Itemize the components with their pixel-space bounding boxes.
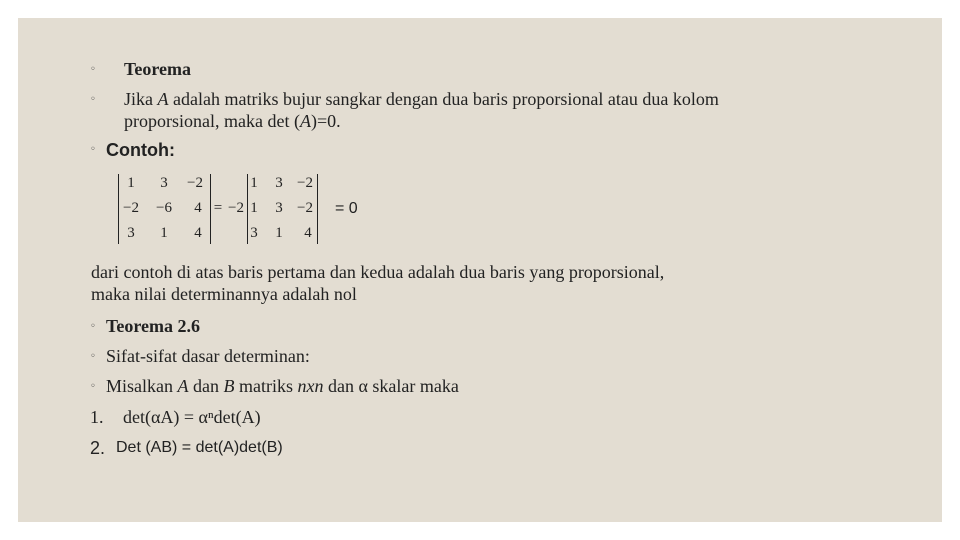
bullet-icon: ◦ <box>90 94 96 105</box>
matrix-right-cell: 3 <box>250 225 258 241</box>
contoh-label: Contoh: <box>106 140 175 160</box>
matrix-right-cell: 1 <box>250 200 258 216</box>
matrix-right-cell: −2 <box>297 200 313 216</box>
item1-number: 1. <box>90 407 104 427</box>
item2-formula: Det (AB) = det(A)det(B) <box>116 439 283 456</box>
bullet-icon: ◦ <box>90 321 96 332</box>
explanation-line2: maka nilai determinannya adalah nol <box>91 284 357 304</box>
matrix-left-cell: 3 <box>160 175 168 191</box>
sifat-line: Sifat-sifat dasar determinan: <box>106 346 310 366</box>
scalar-factor: −2 <box>228 200 244 216</box>
matrix-left-cell: 1 <box>127 175 135 191</box>
matrix-left-cell: 4 <box>194 200 202 216</box>
matrix-right-cell: 4 <box>304 225 312 241</box>
theorem-statement-line2: proporsional, maka det (A)=0. <box>124 111 341 131</box>
matrix-left-cell: 4 <box>194 225 202 241</box>
slide <box>18 18 942 522</box>
misalkan-line: Misalkan A dan B matriks nxn dan α skalar maka <box>106 376 459 396</box>
matrix-right-cell: −2 <box>297 175 313 191</box>
explanation-line1: dari contoh di atas baris pertama dan kedua adalah dua baris yang proporsional, <box>91 262 665 282</box>
determinant-result: = 0 <box>335 200 358 217</box>
bullet-icon: ◦ <box>90 64 96 75</box>
matrix-right-cell: 3 <box>275 200 283 216</box>
teorema2-title: Teorema 2.6 <box>106 316 200 336</box>
item1-formula: det(αA) = αⁿdet(A) <box>123 407 261 427</box>
matrix-left-cell: 1 <box>160 225 168 241</box>
matrix-left-cell: −6 <box>156 200 172 216</box>
theorem-statement-line1: Jika A adalah matriks bujur sangkar dengan dua baris proporsional atau dua kolom <box>124 89 719 109</box>
matrix-left-cell: 3 <box>127 225 135 241</box>
item2-number: 2. <box>90 438 106 458</box>
teorema-title: Teorema <box>124 59 191 79</box>
matrix-right-cell: 3 <box>275 175 283 191</box>
bullet-icon: ◦ <box>90 381 96 392</box>
bullet-icon: ◦ <box>90 351 96 362</box>
matrix-right-cell: 1 <box>275 225 283 241</box>
bullet-icon: ◦ <box>90 144 96 155</box>
matrix-right-cell: 1 <box>250 175 258 191</box>
matrix-left-cell: −2 <box>187 175 203 191</box>
matrix-left-cell: −2 <box>123 200 139 216</box>
equals-sign: = <box>213 200 223 216</box>
